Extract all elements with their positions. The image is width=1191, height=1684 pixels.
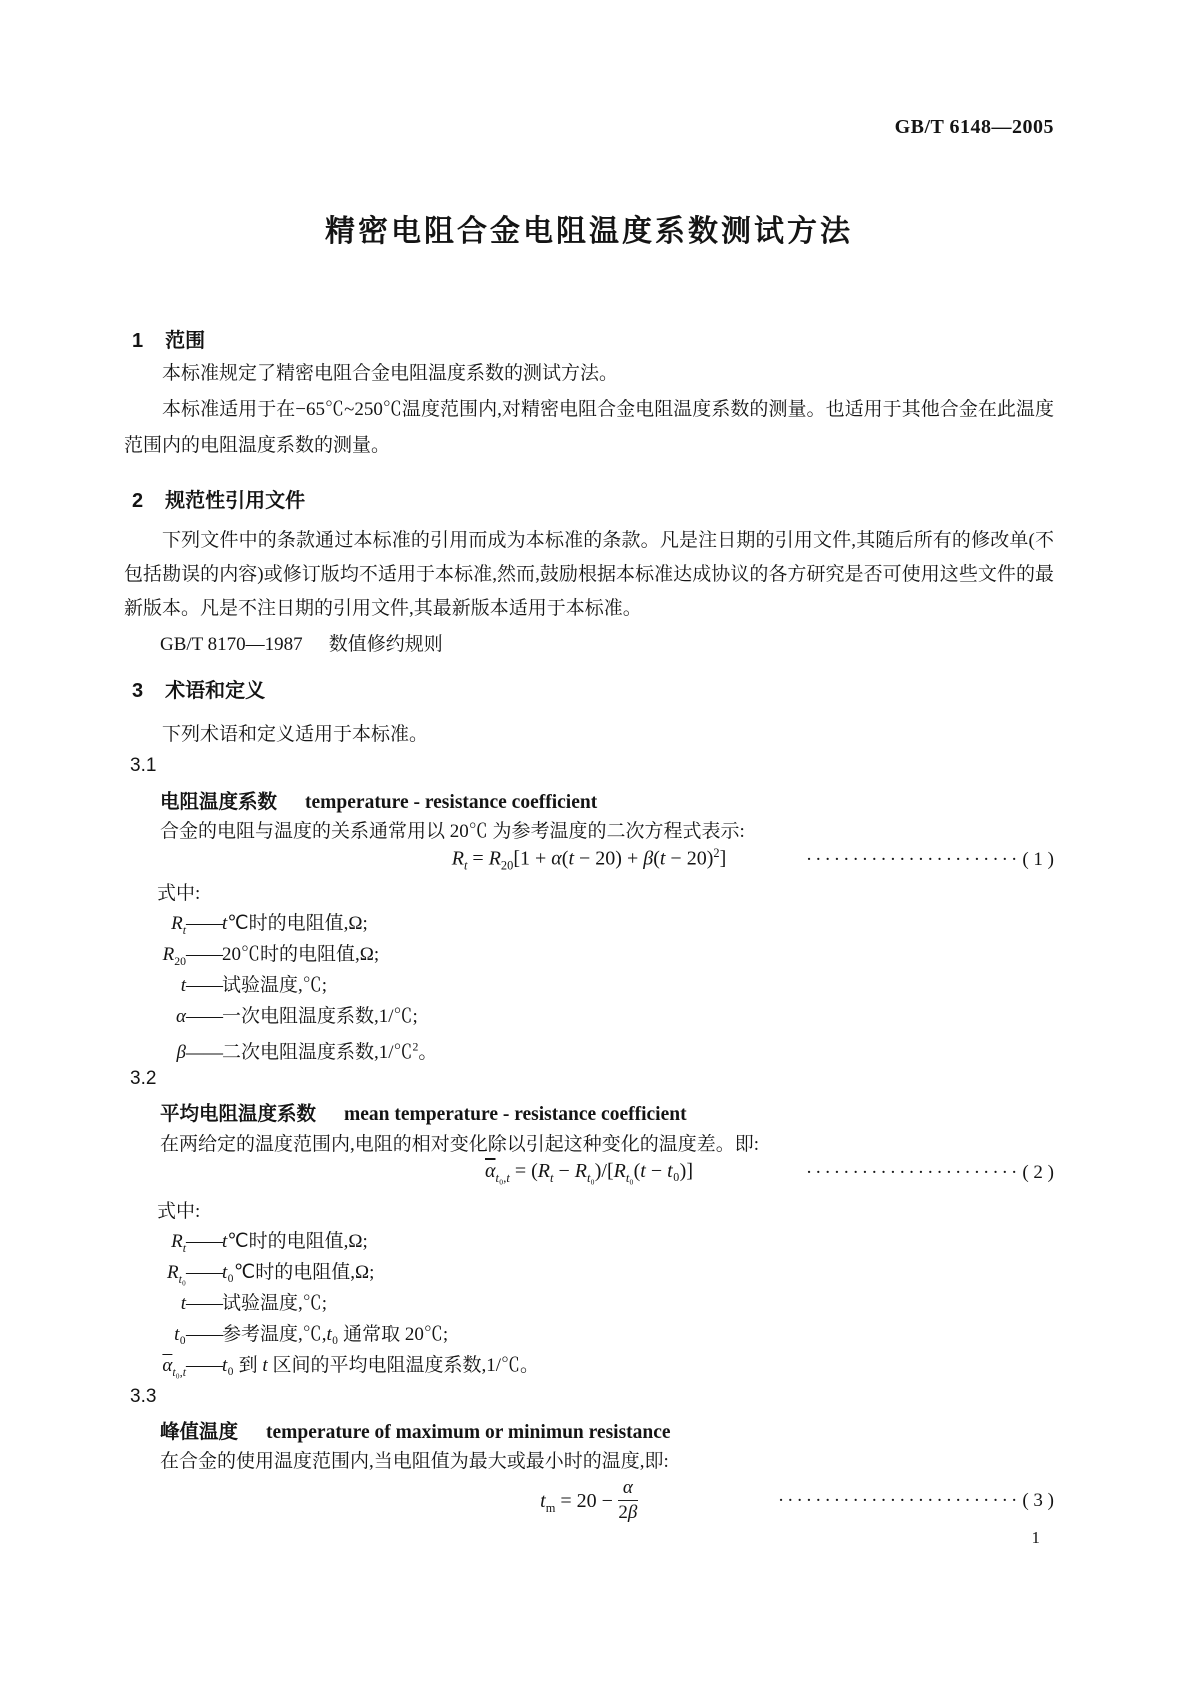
definition-text: 二次电阻温度系数,1/℃$^2$。 — [222, 1041, 438, 1064]
section-3-label: 术语和定义 — [165, 680, 266, 702]
definition-text: 参考温度,℃,t₀ 通常取 20℃; — [222, 1324, 449, 1345]
definition-row — [124, 1288, 1054, 1319]
section-2-label: 规范性引用文件 — [165, 490, 306, 512]
clause-3-2-number: 3.2 — [130, 1068, 157, 1089]
reference-title: 数值修约规则 — [328, 634, 443, 655]
formula-2-number: ( 2 ) — [1022, 1162, 1054, 1183]
formula-2-leader-dots: ······················· — [805, 1162, 1021, 1183]
formula-2-reference — [806, 1162, 1054, 1184]
term-en-3-3: temperature of maximum or minimun resistance — [266, 1422, 671, 1443]
definition-dash: —— — [186, 1262, 222, 1283]
page-number: 1 — [1031, 1528, 1040, 1547]
definition-text: 一次电阻温度系数,1/℃; — [222, 1006, 418, 1027]
definition-dash: —— — [186, 944, 222, 965]
section-1-paragraph-2: 本标准适用于在−65℃~250℃温度范围内,对精密电阻合金电阻温度系数的测量。也适用于其他合金在此温度范围内的电阻温度系数的测量。 — [124, 399, 1054, 456]
clause-3-3-number: 3.3 — [130, 1386, 157, 1407]
formula-1-leader-dots: ······················· — [805, 848, 1021, 870]
standard-code: GB/T 6148—2005 — [894, 116, 1054, 138]
definition-term: $R_{20}$ — [162, 944, 186, 968]
section-1-label: 范围 — [165, 330, 206, 352]
definition-term: α — [176, 1006, 186, 1027]
section-2-paragraph-1: 下列文件中的条款通过本标准的引用而成为本标准的条款。凡是注日期的引用文件,其随后所有的修改单(不包括勘误的内容)或修订版均不适用于本标准,然而,鼓励根据本标准达成协议的各方研究是否可使用这些文件的最新版本。凡是不注日期的引用文件,其最新版本适用于本标准。 — [124, 530, 1054, 619]
clause-3-2-body: 在两给定的温度范围内,电阻的相对变化除以引起这种变化的温度差。即: — [160, 1134, 760, 1155]
definition-term: t — [180, 975, 186, 996]
definition-dash: —— — [186, 1042, 222, 1064]
term-zh-3-1: 电阻温度系数 — [160, 791, 278, 813]
definition-text: 试验温度,℃; — [222, 1293, 328, 1314]
formula-1 — [124, 846, 1054, 874]
definition-row — [124, 1350, 1054, 1381]
where-label-3-2: 式中: — [157, 1201, 201, 1222]
definition-list-3-1 — [124, 908, 1054, 1063]
definition-dash: —— — [186, 975, 222, 996]
section-2-number: 2 — [132, 490, 144, 512]
section-2-heading — [124, 484, 1054, 513]
definition-text: t₀℃时的电阻值,Ω; — [222, 1262, 375, 1283]
section-3-heading — [124, 674, 1054, 703]
definition-row — [124, 970, 1054, 1001]
definition-term: t — [180, 1293, 186, 1314]
definition-dash: —— — [186, 1231, 222, 1252]
where-label-3-1: 式中: — [157, 883, 201, 904]
definition-text: t℃时的电阻值,Ω; — [222, 1231, 368, 1252]
definition-term: $R_{t_0}$ — [167, 1262, 186, 1286]
definition-term: $\overline{\alpha}_{t_0,t}$ — [162, 1355, 186, 1379]
normative-reference — [124, 629, 1054, 656]
formula-3-expression: $t_m = 20$ − $\frac{\alpha}{2\beta}$ — [540, 1477, 638, 1523]
definition-row — [124, 1319, 1054, 1350]
definition-text: t℃时的电阻值,Ω; — [222, 913, 368, 934]
clause-3-1-body: 合金的电阻与温度的关系通常用以 20℃ 为参考温度的二次方程式表示: — [160, 821, 745, 842]
formula-1-expression: $R_t = R_{20}[1 + \alpha(t - 20) + \beta(t - 20)^2]$ — [451, 846, 727, 873]
term-en-3-2: mean temperature - resistance coefficient — [344, 1104, 687, 1125]
definition-row — [124, 908, 1054, 939]
definition-text: t₀ 到 t 区间的平均电阻温度系数,1/℃。 — [222, 1355, 539, 1376]
formula-1-reference — [806, 849, 1054, 871]
document-title: 精密电阻合金电阻温度系数测试方法 — [325, 215, 853, 248]
section-3-intro: 下列术语和定义适用于本标准。 — [162, 724, 429, 745]
reference-code: GB/T 8170—1987 — [160, 634, 303, 655]
section-1-heading — [124, 324, 1054, 353]
definition-text: 20℃时的电阻值,Ω; — [222, 944, 380, 965]
definition-dash: —— — [186, 1006, 222, 1027]
definition-row — [124, 1257, 1054, 1288]
definition-dash: —— — [186, 913, 222, 934]
formula-3-leader-dots: ·························· — [777, 1490, 1021, 1511]
section-1-number: 1 — [132, 330, 144, 352]
formula-1-number: ( 1 ) — [1022, 848, 1054, 870]
section-3-number: 3 — [132, 680, 144, 702]
clause-3-1-number: 3.1 — [130, 755, 157, 776]
formula-3-reference — [778, 1490, 1054, 1512]
term-zh-3-2: 平均电阻温度系数 — [160, 1103, 317, 1125]
clause-3-2-term — [124, 1098, 1054, 1126]
formula-3-number: ( 3 ) — [1022, 1490, 1054, 1511]
clause-3-1-term — [124, 786, 1054, 814]
definition-row — [124, 939, 1054, 970]
definition-term: β — [176, 1042, 186, 1064]
definition-dash: —— — [186, 1324, 222, 1345]
definition-row — [124, 1226, 1054, 1257]
definition-list-3-2 — [124, 1226, 1054, 1381]
definition-term: $R_t$ — [171, 913, 186, 937]
term-en-3-1: temperature - resistance coefficient — [305, 792, 598, 813]
definition-term: $R_t$ — [171, 1231, 186, 1255]
definition-row — [124, 1032, 1054, 1063]
formula-2 — [124, 1160, 1054, 1186]
definition-row — [124, 1001, 1054, 1032]
definition-dash: —— — [186, 1355, 222, 1376]
definition-text: 试验温度,℃; — [222, 975, 328, 996]
section-1-paragraph-1: 本标准规定了精密电阻合金电阻温度系数的测试方法。 — [162, 363, 619, 384]
page-content — [124, 0, 1054, 1684]
definition-term: t₀ — [174, 1324, 186, 1345]
clause-3-3-term — [124, 1416, 1054, 1444]
term-zh-3-3: 峰值温度 — [160, 1421, 239, 1443]
formula-3 — [124, 1472, 1054, 1530]
clause-3-3-body: 在合金的使用温度范围内,当电阻值为最大或最小时的温度,即: — [160, 1451, 669, 1472]
definition-dash: —— — [186, 1293, 222, 1314]
formula-2-expression: $\overline{\alpha}_{t_0,t} = (R_t - R_{t_0})/[R_{t_0}(t - t_0)]$ — [485, 1160, 693, 1185]
